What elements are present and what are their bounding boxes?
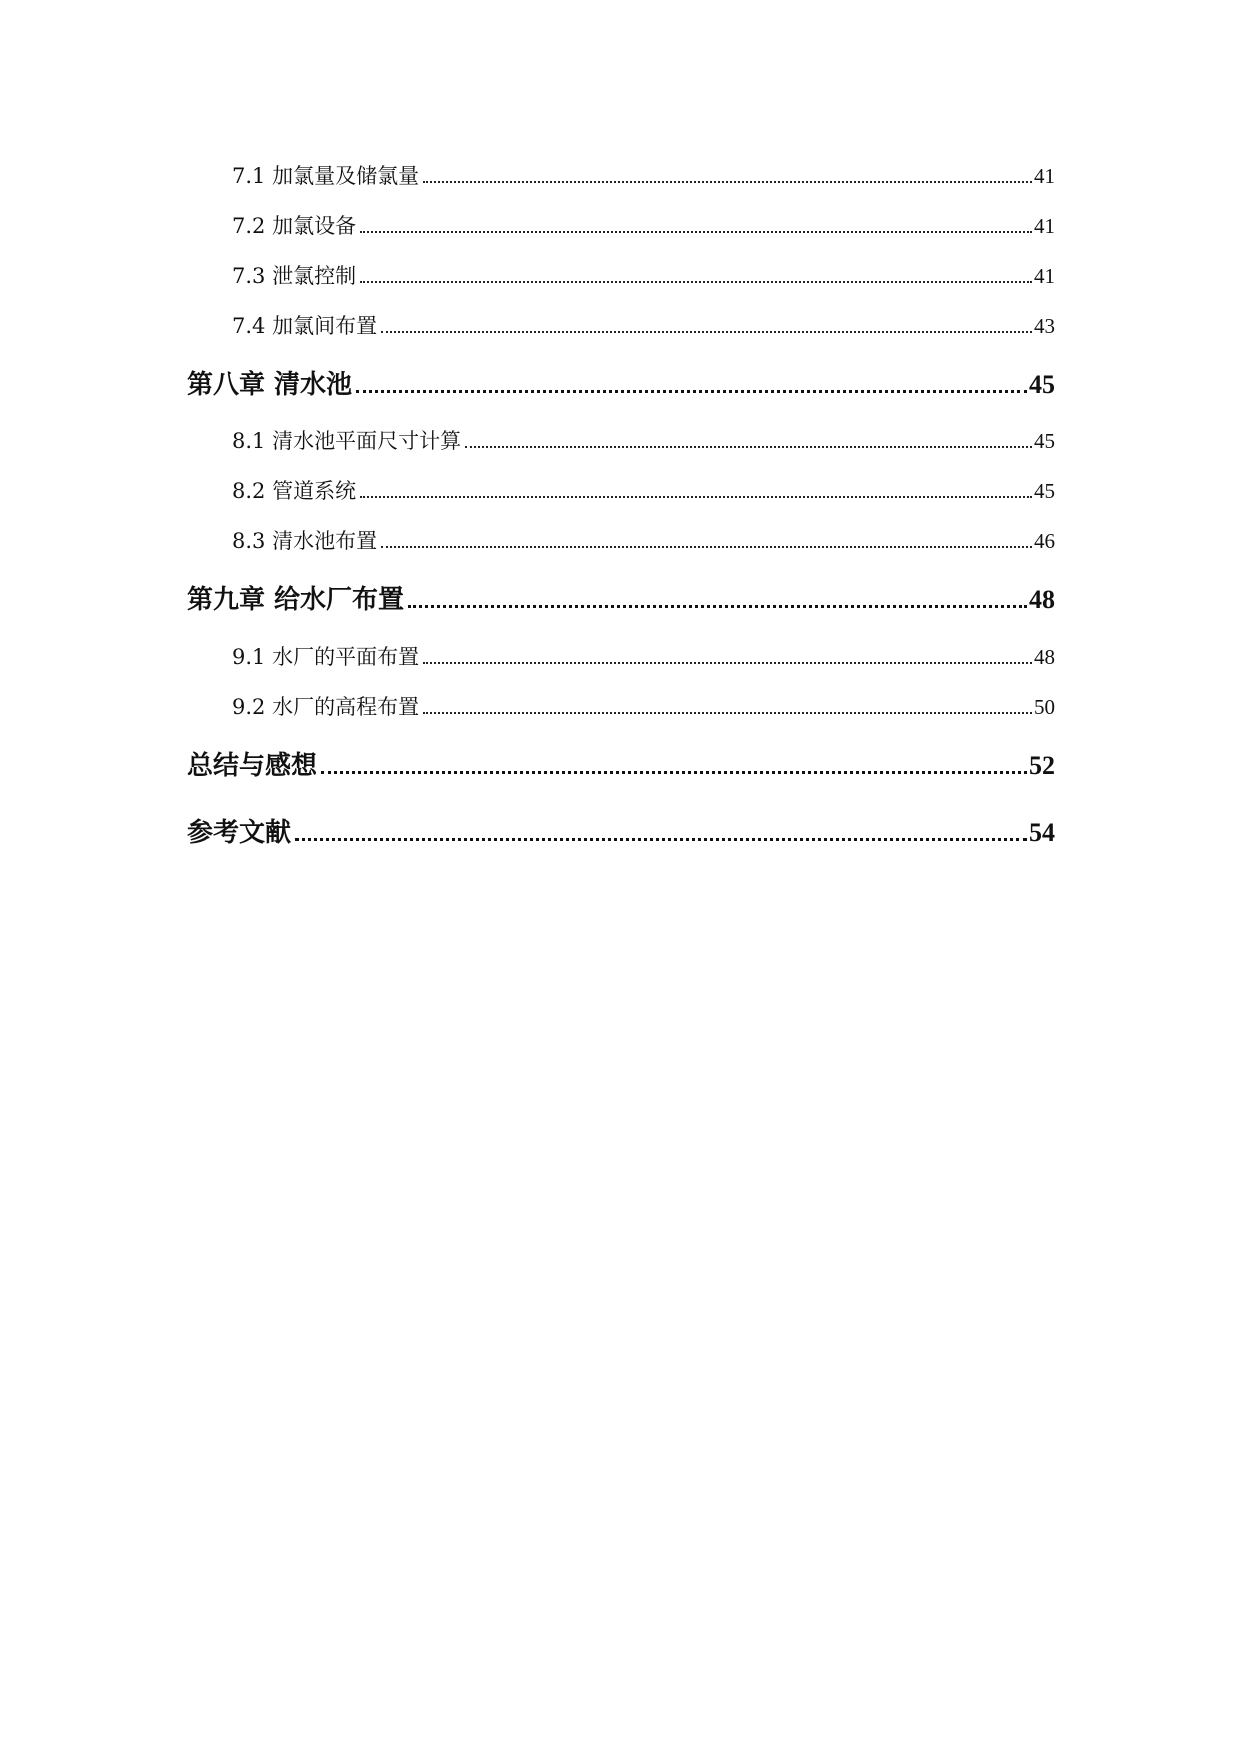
toc-entry-label: 8.1 清水池平面尺寸计算 [232, 429, 462, 453]
toc-entry-7-1[interactable] [232, 160, 1055, 190]
toc-chapter-page-number: 52 [1029, 751, 1055, 780]
toc-entry-label: 9.1 水厂的平面布置 [232, 645, 420, 669]
toc-chapter-page-number: 45 [1029, 370, 1055, 399]
toc-entry-label: 7.4 加氯间布置 [232, 314, 378, 338]
dot-leader [360, 496, 1032, 498]
toc-entry-label: 8.2 管道系统 [232, 479, 357, 503]
dot-leader [423, 181, 1032, 183]
dot-leader [465, 446, 1032, 448]
toc-entry-7-2[interactable] [232, 210, 1055, 240]
toc-chapter-8[interactable] [187, 364, 1055, 401]
toc-entry-8-2[interactable] [232, 475, 1055, 505]
dot-leader [408, 605, 1027, 608]
toc-entry-9-2[interactable] [232, 691, 1055, 721]
toc-entry-label: 9.2 水厂的高程布置 [232, 695, 420, 719]
toc-entry-page-number: 41 [1034, 214, 1055, 238]
toc-entry-label: 8.3 清水池布置 [232, 529, 378, 553]
toc-chapter-label: 总结与感想 [187, 751, 318, 781]
dot-leader [360, 281, 1032, 283]
toc-entry-page-number: 43 [1034, 314, 1055, 338]
toc-entry-7-3[interactable] [232, 260, 1055, 290]
toc-entry-9-1[interactable] [232, 641, 1055, 671]
toc-entry-7-4[interactable] [232, 310, 1055, 340]
toc-entry-page-number: 45 [1034, 479, 1055, 503]
toc-entry-label: 7.1 加氯量及储氯量 [232, 164, 420, 188]
dot-leader [381, 546, 1032, 548]
toc-chapter-label: 第八章 清水池 [187, 370, 353, 400]
dot-leader [360, 231, 1032, 233]
dot-leader [295, 838, 1027, 841]
dot-leader [356, 390, 1027, 393]
dot-leader [423, 662, 1032, 664]
toc-chapter-label: 参考文献 [187, 818, 292, 848]
dot-leader [321, 771, 1027, 774]
toc-chapter-references[interactable] [187, 812, 1055, 849]
toc-entry-label: 7.3 泄氯控制 [232, 264, 357, 288]
dot-leader [381, 331, 1032, 333]
toc-chapter-label: 第九章 给水厂布置 [187, 585, 405, 615]
toc-entry-8-3[interactable] [232, 525, 1055, 555]
toc-entry-page-number: 48 [1034, 645, 1055, 669]
toc-entry-page-number: 41 [1034, 264, 1055, 288]
toc-entry-page-number: 50 [1034, 695, 1055, 719]
toc-chapter-page-number: 54 [1029, 818, 1055, 847]
toc-chapter-page-number: 48 [1029, 585, 1055, 614]
toc-chapter-9[interactable] [187, 579, 1055, 616]
toc-entry-page-number: 45 [1034, 429, 1055, 453]
toc-entry-page-number: 41 [1034, 164, 1055, 188]
toc-chapter-summary[interactable] [187, 745, 1055, 782]
toc-entry-page-number: 46 [1034, 529, 1055, 553]
toc-entry-label: 7.2 加氯设备 [232, 214, 357, 238]
dot-leader [423, 712, 1032, 714]
toc-entry-8-1[interactable] [232, 425, 1055, 455]
